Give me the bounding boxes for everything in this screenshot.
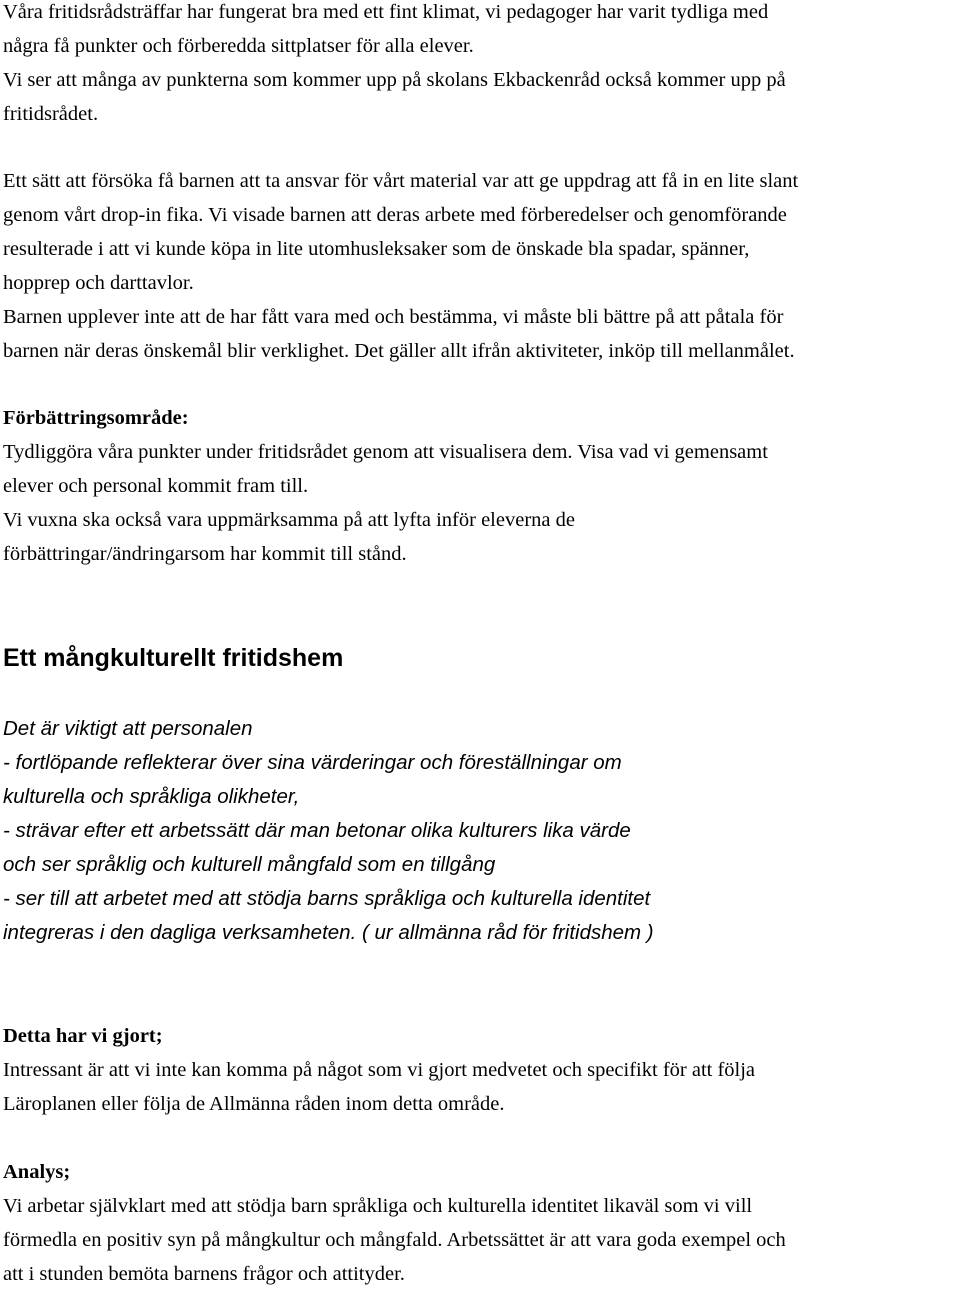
text-line: några få punkter och förberedda sittplatser för alla elever. bbox=[3, 35, 474, 57]
text-line: integreras i den dagliga verksamheten. ( ur allmänna råd för fritidshem ) bbox=[3, 921, 654, 944]
text-line: Vi vuxna ska också vara uppmärksamma på att lyfta inför eleverna de bbox=[3, 509, 575, 531]
text-line: hopprep och darttavlor. bbox=[3, 272, 194, 294]
section-improvement bbox=[3, 401, 768, 571]
text-line: Barnen upplever inte att de har fått vara med och bestämma, vi måste bli bättre på att påtala för bbox=[3, 306, 784, 328]
text-line: barnen när deras önskemål blir verklighet. Det gäller allt ifrån aktiviteter, inköp till mellanmålet. bbox=[3, 340, 795, 362]
text-line: och ser språklig och kulturell mångfald som en tillgång bbox=[3, 853, 496, 876]
text-line: - strävar efter ett arbetssätt där man betonar olika kulturers lika värde bbox=[3, 819, 631, 842]
section-multicultural bbox=[3, 641, 343, 675]
section-multicultural-body bbox=[3, 712, 654, 950]
text-line: fritidsrådet. bbox=[3, 103, 99, 125]
text-line: förbättringar/ändringarsom har kommit till stånd. bbox=[3, 543, 407, 565]
paragraph-fritidsrad-meetings bbox=[3, 0, 786, 131]
section-done bbox=[3, 1019, 755, 1121]
section-heading: Förbättringsområde: bbox=[3, 407, 189, 429]
text-line: Det är viktigt att personalen bbox=[3, 717, 253, 740]
text-line: Tydliggöra våra punkter under fritidsrådet genom att visualisera dem. Visa vad vi gemensamt bbox=[3, 441, 768, 463]
text-line: Intressant är att vi inte kan komma på något som vi gjort medvetet och specifikt för att följa bbox=[3, 1059, 756, 1081]
section-heading: Detta har vi gjort; bbox=[3, 1025, 163, 1047]
text-line: - ser till att arbetet med att stödja barns språkliga och kulturella identitet bbox=[3, 887, 651, 910]
text-line: Läroplanen eller följa de Allmänna råden inom detta område. bbox=[3, 1093, 505, 1115]
text-line: Vi ser att många av punkterna som kommer upp på skolans Ekbackenråd också kommer upp på bbox=[3, 69, 786, 91]
section-analysis bbox=[3, 1155, 786, 1291]
text-line: - fortlöpande reflekterar över sina värderingar och föreställningar om bbox=[3, 751, 622, 774]
paragraph-responsibility bbox=[3, 164, 798, 368]
text-line: Våra fritidsrådsträffar har fungerat bra med ett fint klimat, vi pedagoger har varit tydliga med bbox=[3, 1, 769, 23]
text-line: Vi arbetar självklart med att stödja barn språkliga och kulturella identitet likaväl som vi vill bbox=[3, 1195, 753, 1217]
section-heading: Analys; bbox=[3, 1161, 71, 1183]
text-line: att i stunden bemöta barnens frågor och attityder. bbox=[3, 1263, 405, 1285]
text-line: förmedla en positiv syn på mångkultur och mångfald. Arbetssättet är att vara goda exempel och bbox=[3, 1229, 786, 1251]
text-line: Ett sätt att försöka få barnen att ta ansvar för vårt material var att ge uppdrag att få in en lite slant bbox=[3, 170, 799, 192]
text-line: resulterade i att vi kunde köpa in lite utomhusleksaker som de önskade bla spadar, spänner, bbox=[3, 238, 750, 260]
text-line: kulturella och språkliga olikheter, bbox=[3, 785, 300, 808]
text-line: genom vårt drop-in fika. Vi visade barnen att deras arbete med förberedelser och genomförande bbox=[3, 204, 787, 226]
section-heading: Ett mångkulturellt fritidshem bbox=[3, 644, 344, 672]
text-line: elever och personal kommit fram till. bbox=[3, 475, 309, 497]
